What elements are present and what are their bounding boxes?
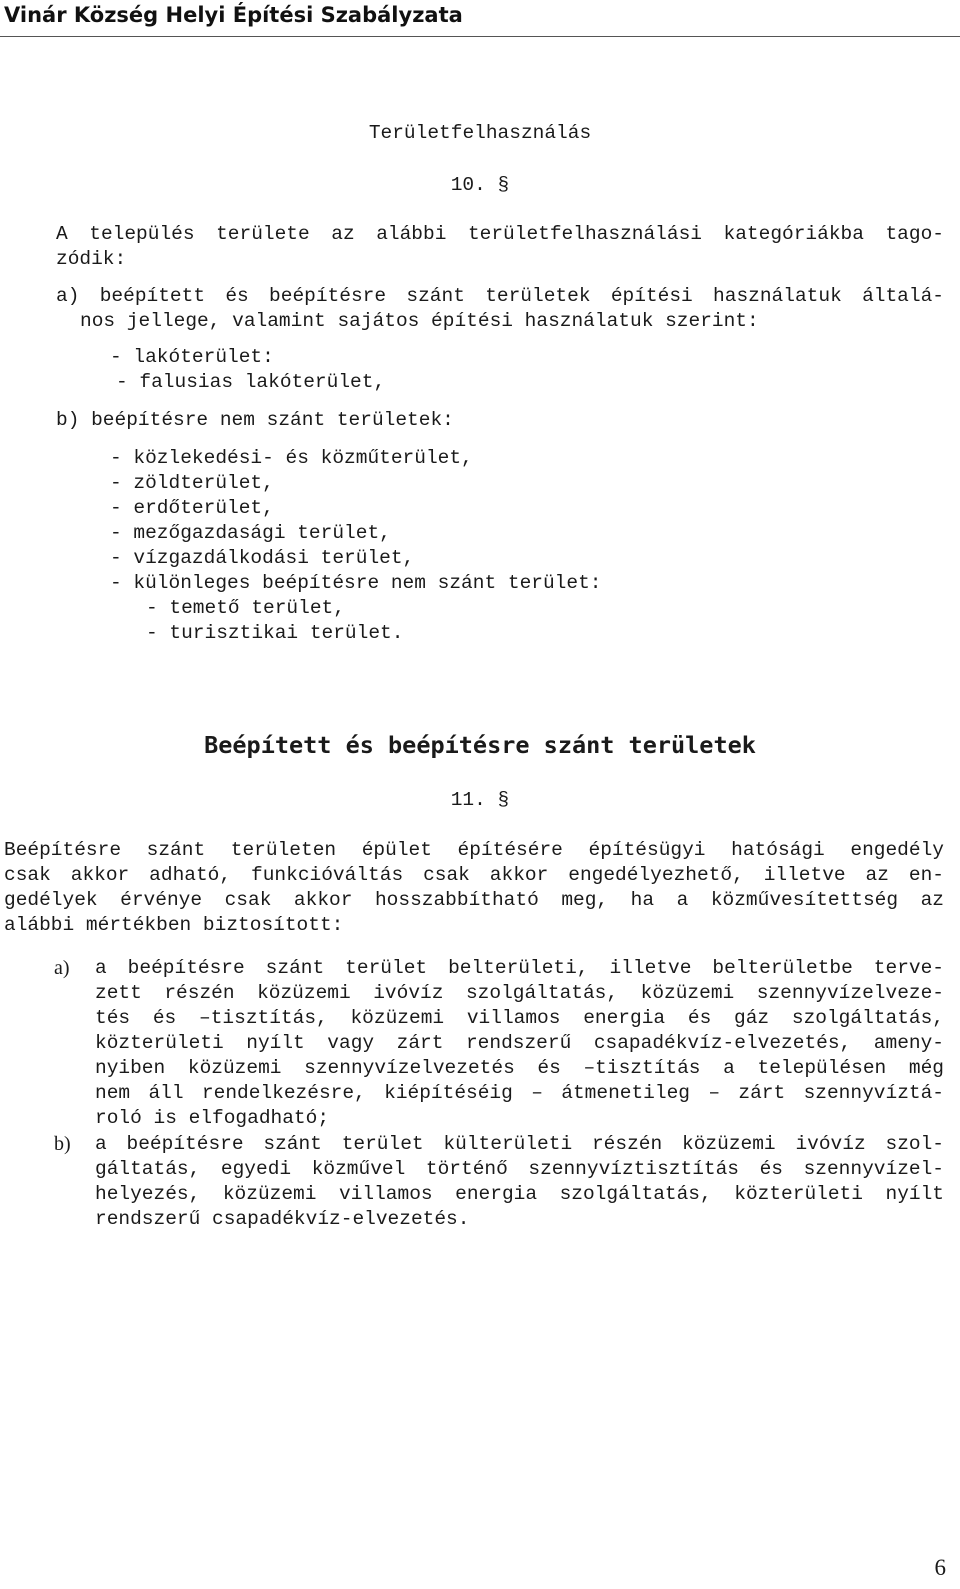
item-b-text-line: gáltatás, egyedi közművel történő szennyvíztisztítás és szennyvízel- [95,1158,944,1180]
intro-line: A település területe az alábbi területfelhasználási kategóriákba tago- [56,223,944,245]
list-item: - lakóterület: [110,346,274,368]
item-a-line: a) beépített és beépítésre szánt területek építési használatuk általá- [56,285,944,307]
list-item: - zöldterület, [110,472,274,494]
list-item: - vízgazdálkodási terület, [110,547,415,569]
section-heading-built-areas: Beépített és beépítésre szánt területek [204,731,756,759]
item-label-a: a) [54,957,70,979]
page-number: 6 [934,1555,946,1580]
list-item: - mezőgazdasági terület, [110,522,391,544]
item-a-text-line: tés és –tisztítás, közüzemi villamos energia és gáz szolgáltatás, [95,1007,944,1029]
item-b-text-line: helyezés, közüzemi villamos energia szolgáltatás, közterületi nyílt [95,1183,944,1205]
paragraph-number-11: 11. § [450,789,510,811]
intro-line: alábbi mértékben biztosított: [4,914,344,936]
document-title: Vinár Község Helyi Építési Szabályzata [4,3,463,27]
item-a-text-line: közterületi nyílt vagy zárt rendszerű csapadékvíz-elvezetés, ameny- [95,1032,944,1054]
intro-line: csak akkor adható, funkcióváltás csak akkor engedélyezhető, illetve az en- [4,864,944,886]
document-header [0,0,960,37]
item-b-text-line: a beépítésre szánt terület külterületi részén közüzemi ivóvíz szol- [95,1133,944,1155]
item-a-text-line: a beépítésre szánt terület belterületi, illetve belterületbe terve- [95,957,944,979]
item-a-text-line: nem áll rendelkezésre, kiépítéséig – átmenetileg – zárt szennyvíztá- [95,1082,944,1104]
section-heading-land-use: Területfelhasználás [368,122,592,144]
item-a-text-line: roló is elfogadható; [95,1107,330,1129]
list-item: - erdőterület, [110,497,274,519]
sub-list-item: - temető terület, [146,597,345,619]
item-label-b: b) [54,1133,71,1155]
intro-line: Beépítésre szánt területen épület építésére építésügyi hatósági engedély [4,839,944,861]
sub-list-item: - turisztikai terület. [146,622,404,644]
item-b-text-line: rendszerű csapadékvíz-elvezetés. [95,1208,470,1230]
list-item: - közlekedési- és közműterület, [110,447,473,469]
item-a-text-line: zett részén közüzemi ivóvíz szolgáltatás, közüzemi szennyvízelveze- [95,982,944,1004]
intro-line: zódik: [56,248,127,270]
item-a-line: nos jellege, valamint sajátos építési használatuk szerint: [80,310,759,332]
list-item: - különleges beépítésre nem szánt terület: [110,572,602,594]
intro-line: gedélyek érvénye csak akkor hosszabbítható meg, ha a közművesítettség az [4,889,944,911]
item-b-line: b) beépítésre nem szánt területek: [56,409,454,431]
item-a-text-line: nyiben közüzemi szennyvízelvezetés és –tisztítás a településen még [95,1057,944,1079]
paragraph-number-10: 10. § [450,174,510,196]
list-item: - falusias lakóterület, [116,371,386,393]
